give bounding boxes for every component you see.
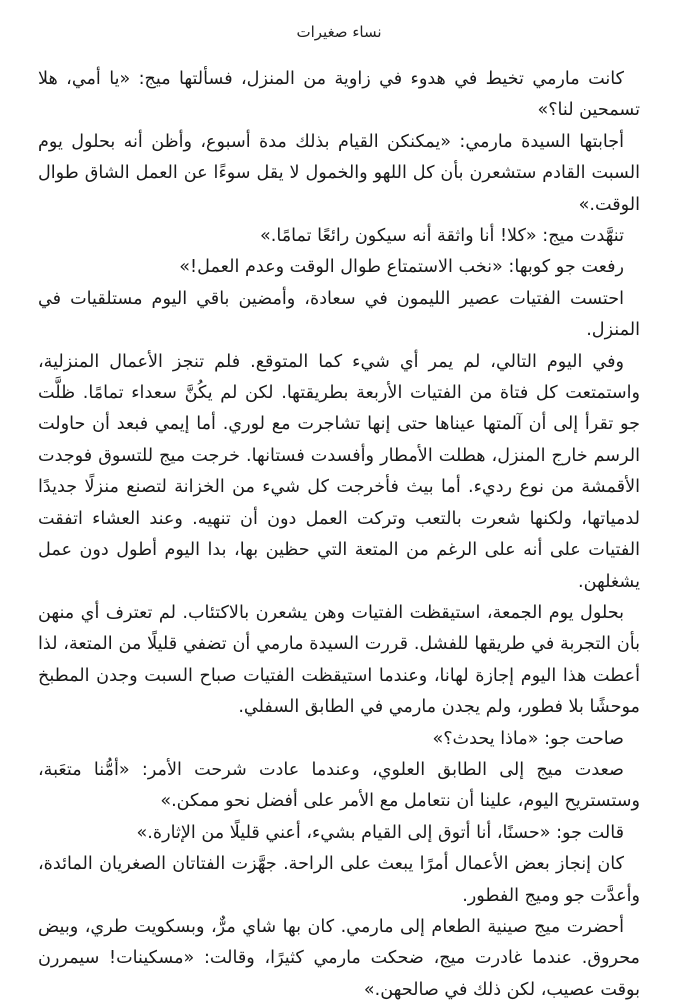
body-text bbox=[38, 64, 640, 1006]
paragraph: صاحت جو: «ماذا يحدث؟» bbox=[432, 728, 624, 749]
paragraph: قالت جو: «حسنًا، أنا أتوق إلى القيام بشيء، أعني قليلًا من الإثارة.» bbox=[136, 822, 624, 843]
paragraph: كانت مارمي تخيط في هدوء في زاوية من المنزل، فسألتها ميج: «يا أمي، هلا تسمحين لنا؟» bbox=[38, 69, 640, 121]
running-header: نساء صغيرات bbox=[296, 23, 382, 41]
paragraph: صعدت ميج إلى الطابق العلوي، وعندما عادت شرحت الأمر: «أمُّنا متعَبة، وستستريح اليوم، علينا أن نتعامل مع الأمر على أفضل نحو ممكن.» bbox=[38, 759, 640, 812]
paragraph: وفي اليوم التالي، لم يمر أي شيء كما المتوقع. فلم تنجز الأعمال المنزلية، واستمتعت كل فتاة من الفتيات الأربعة بطريقتها. لكن لم يكُنَّ سعداء تمامًا. ظلَّت جو تقرأ إلى أن آلمتها عيناها حتى إنها تشاجرت مع لوري. أما إيمي فبعد أن حاولت الرسم خارج المنزل، هطلت الأمطار وأفسدت فستانها. خرجت ميج للتسوق فوجدت الأقمشة من نوع رديء. أما بيث فأخرجت كل شيء من الخزانة لتصنع منزلًا جديدًا لدمياتها، ولكنها شعرت بالتعب وتركت العمل دون أن تنهيه. وعند العشاء اتفقت الفتيات على أنه على الرغم من المتعة التي حظين بها، بدا اليوم أطول دون عمل يشغلهن. bbox=[38, 351, 640, 592]
paragraph: بحلول يوم الجمعة، استيقظت الفتيات وهن يشعرن بالاكتئاب. لم تعترف أي منهن بأن التجربة في طريقها للفشل. قررت السيدة مارمي أن تضفي قليلًا من المتعة، لذا أعطت هذا اليوم إجازة لهانا، وعندما استيقظت الفتيات صباح السبت وجدن المطبخ موحشًا بلا فطور، ولم يجدن مارمي في الطابق السفلي. bbox=[38, 602, 640, 718]
paragraph: احتست الفتيات عصير الليمون في سعادة، وأمضين باقي اليوم مستلقيات في المنزل. bbox=[38, 288, 640, 341]
paragraph: رفعت جو كوبها: «نخب الاستمتاع طوال الوقت وعدم العمل!» bbox=[179, 257, 624, 278]
paragraph: تنهَّدت ميج: «كلا! أنا واثقة أنه سيكون رائعًا تمامًا.» bbox=[259, 226, 624, 247]
paragraph: أجابتها السيدة مارمي: «يمكنكن القيام بذلك مدة أسبوع، وأظن أنه بحلول يوم السبت القادم ستشعرن بأن كل اللهو والخمول لا يقل سوءًا عن العمل الشاق طوال الوقت.» bbox=[38, 131, 640, 215]
paragraph: أحضرت ميج صينية الطعام إلى مارمي. كان بها شاي مرٌّ، وبسكويت طري، وبيض محروق. عندما غادرت ميج، ضحكت مارمي كثيرًا، وقالت: «مسكينات! سيمررن بوقت عصيب، لكن ذلك في صالحهن.» bbox=[38, 916, 640, 1000]
paragraph: كان إنجاز بعض الأعمال أمرًا يبعث على الراحة. جهَّزت الفتاتان الصغريان المائدة، وأعدَّت جو وميج الفطور. bbox=[38, 854, 640, 906]
